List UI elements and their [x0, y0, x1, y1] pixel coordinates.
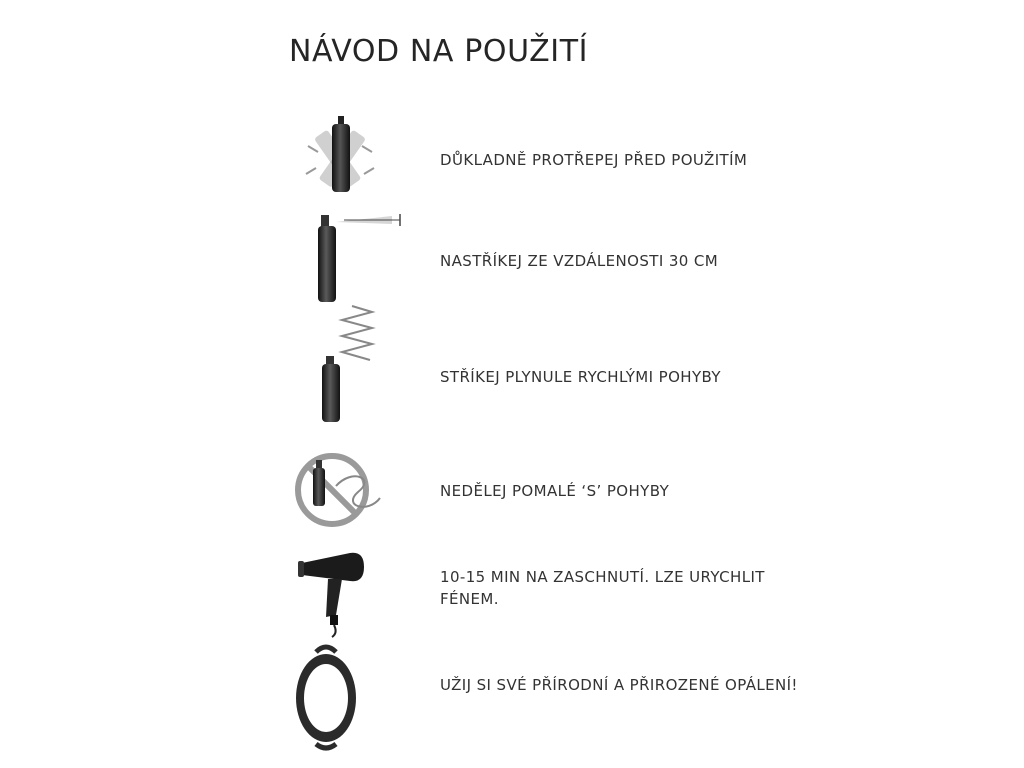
no-slow-s-motion-icon	[292, 448, 412, 538]
step-text: NEDĚLEJ POMALÉ ‘S’ POHYBY	[440, 482, 670, 500]
step-text: DŮKLADNĚ PROTŘEPEJ PŘED POUŽITÍM	[440, 151, 748, 169]
mirror-icon	[292, 642, 412, 752]
shake-bottle-icon	[292, 112, 412, 212]
page-title: NÁVOD NA POUŽITÍ	[289, 34, 589, 69]
hair-dryer-icon	[292, 545, 412, 645]
spray-zigzag-icon	[292, 298, 412, 428]
step-text: 10-15 MIN NA ZASCHNUTÍ. LZE URYCHLIT FÉNEM.	[440, 568, 765, 608]
step-text: NASTŘÍKEJ ZE VZDÁLENOSTI 30 CM	[440, 252, 719, 270]
spray-distance-icon	[292, 210, 412, 310]
step-text: STŘÍKEJ PLYNULE RYCHLÝMI POHYBY	[440, 368, 721, 386]
step-text: UŽIJ SI SVÉ PŘÍRODNÍ A PŘIROZENÉ OPÁLENÍ!	[440, 676, 798, 694]
